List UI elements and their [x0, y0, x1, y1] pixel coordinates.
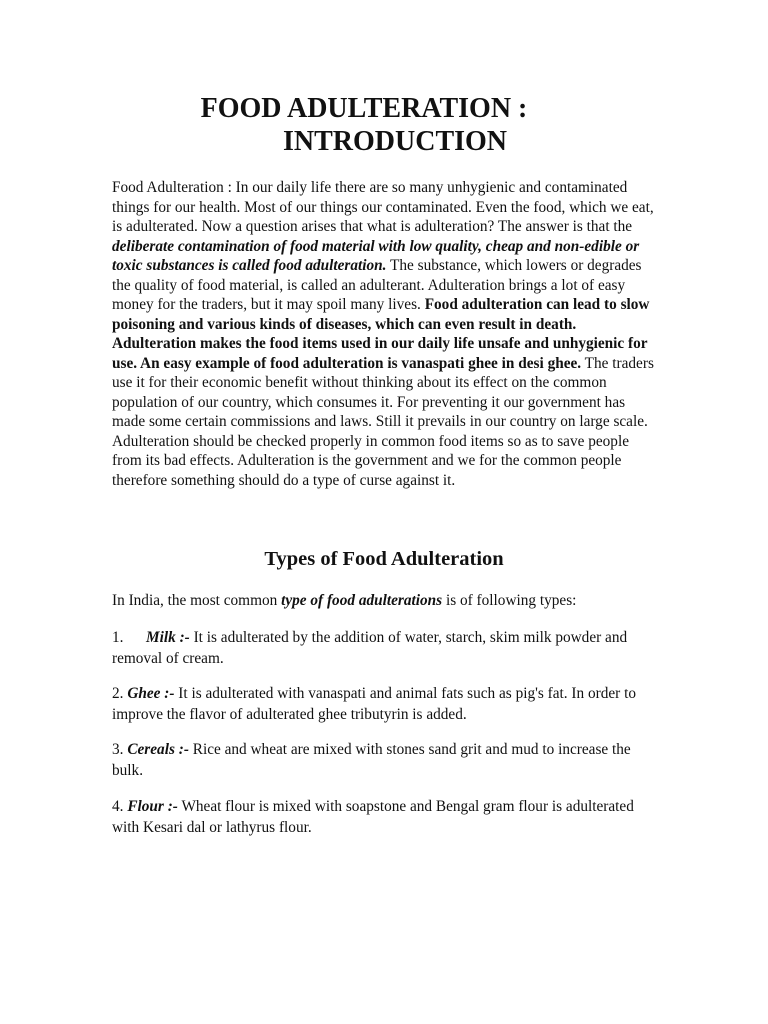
types-intro-emphasis: type of food adulterations [281, 592, 443, 609]
types-intro [112, 591, 658, 612]
list-item-text: It is adulterated by the addition of water, starch, skim milk powder and removal of cream. [112, 629, 628, 667]
list-item-milk [112, 628, 658, 669]
intro-text-3: The traders use it for their economic benefit without thinking about its effect on the common population of our country, which consumes it. For preventing it our government has made some certain commissions and laws. Still it prevails in our country on large scale. Adulteration should be checked properly in common food items so as to save people from its bad effects. Adulteration is the government and we for the common people therefore something should do a type of curse against it. [112, 354, 654, 489]
list-item-term: Flour :- [127, 798, 178, 815]
list-item-number: 3. [112, 741, 124, 758]
list-item-cereals [112, 740, 658, 781]
list-item-term: Ghee :- [127, 685, 175, 702]
list-item-ghee [112, 684, 658, 725]
list-item-term: Milk :- [146, 629, 190, 646]
types-intro-pre: In India, the most common [112, 592, 282, 609]
list-item-text: It is adulterated with vanaspati and animal fats such as pig's fat. In order to improve the flavor of adulterated ghee tributyrin is added. [112, 685, 636, 723]
page-title [0, 92, 728, 158]
list-item-term: Cereals :- [127, 741, 189, 758]
types-intro-post: is of following types: [442, 592, 577, 609]
intro-text-2: The substance, which lowers or degrades the quality of food material, is called an adulterant. Adulteration brings a lot of easy money for the traders, but it may spoil many lives. [112, 257, 642, 313]
intro-emphasis: Food adulteration can lead to slow poisoning and various kinds of diseases, which can even result in death. Adulteration makes the food items used in our daily life unsafe and unhygienic for use. An easy example of food adulteration is vanaspati ghee in desi ghee. [112, 296, 650, 372]
list-item-text: Wheat flour is mixed with soapstone and Bengal gram flour is adulterated with Kesari dal or lathyrus flour. [112, 798, 634, 836]
list-item-number: 4. [112, 798, 124, 815]
list-item-number: 1. [112, 629, 124, 646]
list-item-number: 2. [112, 685, 124, 702]
title-line-2: INTRODUCTION [282, 126, 508, 157]
list-item-flour [112, 797, 658, 838]
types-heading: Types of Food Adulteration [264, 548, 504, 570]
intro-text-1: Food Adulteration : In our daily life there are so many unhygienic and contaminated things for our health. Most of our things our contaminated. Even the food, which we eat, is adulterated. Now a question arises that what is adulteration? The answer is that the [112, 179, 654, 235]
list-item-text: Rice and wheat are mixed with stones sand grit and mud to increase the bulk. [112, 741, 631, 779]
intro-definition: deliberate contamination of food material with low quality, cheap and non-edible or toxic substances is called food adulteration. [112, 237, 640, 274]
title-line-1: FOOD ADULTERATION : [200, 93, 528, 124]
intro-paragraph [112, 178, 658, 490]
